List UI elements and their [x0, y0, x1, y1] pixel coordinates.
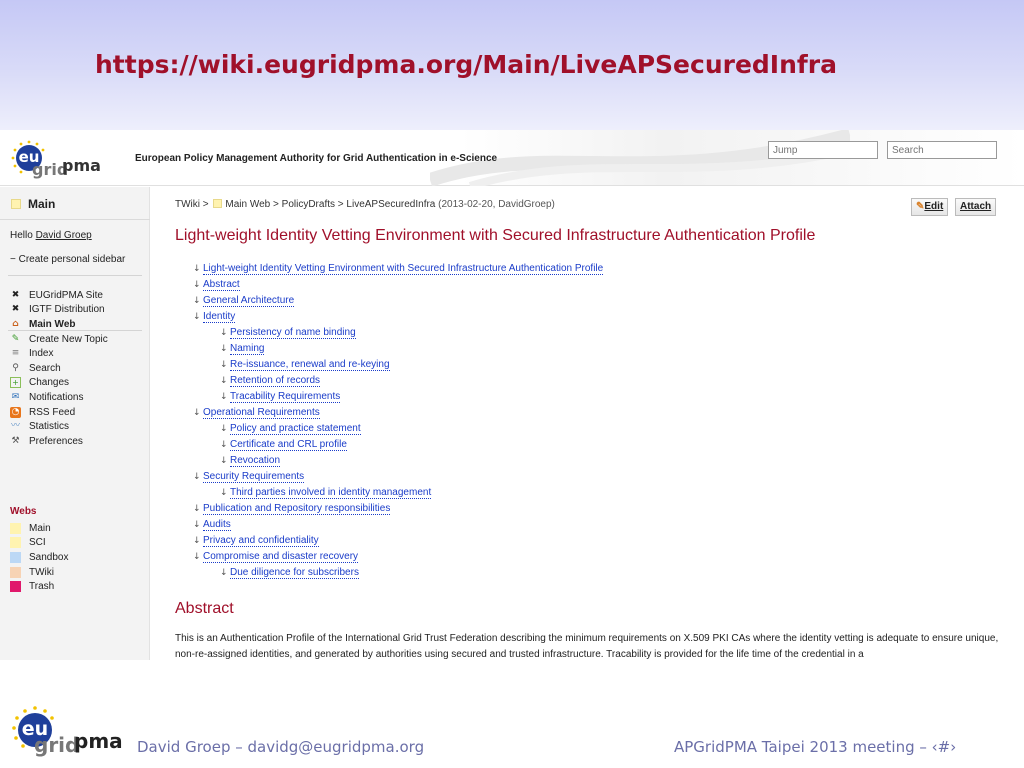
breadcrumb-separator: > [273, 199, 279, 210]
toc-link[interactable]: General Architecture [203, 295, 295, 306]
arrow-down-icon: ↓ [220, 360, 228, 370]
toc-link[interactable]: Audits [203, 519, 231, 530]
arrow-down-icon: ↓ [220, 488, 228, 498]
sidebar-item-label: Notifications [29, 391, 84, 403]
toc-item[interactable] [193, 405, 603, 421]
slide-title: https://wiki.eugridpma.org/Main/LiveAPSecuredInfra [95, 50, 837, 79]
edit-icon: ✎ [916, 201, 925, 212]
abstract-heading: Abstract [175, 600, 234, 617]
hello-prefix: Hello [10, 230, 36, 241]
toc-item[interactable] [193, 453, 603, 469]
toc-item[interactable] [193, 485, 603, 501]
web-color-swatch [10, 523, 21, 534]
breadcrumb-separator: > [202, 199, 209, 210]
create-sidebar-label: Create personal sidebar [18, 254, 126, 265]
toc-link[interactable]: Policy and practice statement [230, 423, 361, 434]
sidebar-item-main-web[interactable] [10, 317, 108, 332]
sidebar-item-label: Preferences [29, 435, 83, 447]
toc-link[interactable]: Identity [203, 311, 236, 322]
sidebar-item-label: RSS Feed [29, 406, 76, 418]
web-color-swatch [10, 537, 21, 548]
sidebar-item-search[interactable] [10, 361, 108, 376]
toc-item[interactable] [193, 517, 603, 533]
rss-icon: ◔ [11, 406, 20, 417]
logo-eu: eu [18, 713, 52, 747]
footer-meeting: APGridPMA Taipei 2013 meeting – ‹#› [674, 738, 957, 756]
arrow-down-icon: ↓ [220, 344, 228, 354]
toc-item[interactable] [193, 533, 603, 549]
eugridpma-logo[interactable] [10, 140, 105, 180]
wiki-screenshot [0, 130, 1024, 660]
arrow-down-icon: ↓ [220, 328, 228, 338]
attach-button[interactable]: Attach [955, 198, 996, 216]
logo-pma: pma [74, 729, 123, 753]
toc-link[interactable]: Compromise and disaster recovery [203, 551, 359, 562]
sidebar-webs [10, 521, 68, 594]
toc-link[interactable]: Revocation [230, 455, 281, 466]
user-link[interactable]: David Groep [35, 230, 92, 241]
toc-link[interactable]: Light-weight Identity Vetting Environment with Secured Infrastructure Authentication Profile [203, 263, 604, 274]
toc-link[interactable]: Certificate and CRL profile [230, 439, 347, 450]
toc-item[interactable] [193, 309, 603, 325]
arrow-down-icon: ↓ [220, 392, 228, 402]
sidebar-item-label: IGTF Distribution [29, 304, 105, 316]
toc-item[interactable] [193, 549, 603, 565]
web-color-swatch [213, 199, 222, 208]
create-personal-sidebar[interactable] [10, 254, 125, 265]
arrow-down-icon: ↓ [193, 408, 201, 418]
toc-item[interactable] [193, 389, 603, 405]
toc-link[interactable]: Due diligence for subscribers [230, 567, 359, 578]
toc-link[interactable]: Security Requirements [203, 471, 305, 482]
wiki-sidebar [0, 187, 150, 660]
breadcrumb [175, 199, 555, 210]
toc-item[interactable] [193, 565, 603, 581]
sidebar-item-label: Sandbox [29, 551, 69, 563]
wiki-main-content [175, 187, 1005, 660]
minus-icon: − [10, 254, 19, 265]
breadcrumb-separator: > [337, 199, 344, 210]
home-icon: ⌂ [12, 318, 19, 329]
sidebar-item-preferences[interactable] [10, 434, 108, 449]
sidebar-web-twiki[interactable] [10, 565, 68, 580]
web-color-swatch [10, 581, 21, 592]
toc-link[interactable]: Persistency of name binding [230, 327, 356, 338]
sidebar-item-eugridpma-site[interactable] [10, 288, 108, 303]
breadcrumb-twiki[interactable]: TWiki [175, 199, 200, 210]
toc-item[interactable] [193, 293, 603, 309]
sidebar-divider [8, 275, 142, 276]
toc-item[interactable] [193, 277, 603, 293]
toc-link[interactable]: Third parties involved in identity management [230, 487, 432, 498]
sidebar-item-label: Create New Topic [29, 333, 108, 345]
footer-eugridpma-logo [8, 705, 128, 761]
sidebar-item-label: Statistics [29, 421, 70, 433]
sidebar-tools [10, 288, 108, 449]
table-of-contents [193, 261, 603, 581]
search-input[interactable] [887, 141, 997, 159]
sidebar-item-rss-feed[interactable] [10, 405, 108, 420]
site-tagline: European Policy Management Authority for Grid Authentication in e-Science [135, 153, 498, 164]
jump-input[interactable] [768, 141, 878, 159]
sidebar-item-igtf-distribution[interactable] [10, 303, 108, 318]
slide-header [0, 0, 1024, 130]
arrow-down-icon: ↓ [193, 552, 201, 562]
igtf-icon: ✖ [11, 304, 20, 315]
toc-item[interactable] [193, 341, 603, 357]
toc-item[interactable] [193, 437, 603, 453]
sidebar-item-label: Changes [29, 377, 70, 389]
arrow-down-icon: ↓ [193, 312, 201, 322]
sidebar-web-sci[interactable] [10, 536, 68, 551]
sidebar-web-trash[interactable] [10, 579, 68, 594]
logo-grid: grid [32, 160, 69, 179]
toc-item[interactable] [193, 421, 603, 437]
toc-item[interactable] [193, 261, 603, 277]
hello-user [10, 230, 92, 241]
toc-item[interactable] [193, 373, 603, 389]
logo-pma: pma [62, 156, 101, 175]
webs-title: Webs [10, 506, 37, 517]
arrow-down-icon: ↓ [193, 264, 201, 274]
web-color-swatch [10, 567, 21, 578]
breadcrumb-revision: (2013-02-20, DavidGroep) [438, 199, 555, 210]
arrow-down-icon: ↓ [193, 520, 201, 530]
statistics-icon: 〰 [10, 421, 20, 432]
arrow-down-icon: ↓ [193, 296, 201, 306]
sidebar-item-label: EUGridPMA Site [29, 289, 103, 301]
toc-item[interactable] [193, 357, 603, 373]
sidebar-item-index[interactable] [10, 346, 108, 361]
arrow-down-icon: ↓ [220, 440, 228, 450]
abstract-paragraph: This is an Authentication Profile of the International Grid Trust Federation describing the minimum requirements on X.509 PKI CAs where the identity vetting is adequate to ensure unique, non-re-assigned identities, and generated by authorities using secured and trusted infrastructure. Tracability is provided for the life time of the credential in a [175, 633, 999, 660]
breadcrumb-main-web[interactable]: Main Web [225, 199, 271, 210]
arrow-down-icon: ↓ [193, 472, 201, 482]
sidebar-item-label: Index [29, 348, 54, 360]
notifications-icon: ✉ [11, 391, 20, 402]
logo-grid: grid [34, 733, 80, 757]
toc-item[interactable] [193, 501, 603, 517]
sidebar-item-statistics[interactable] [10, 419, 108, 434]
toc-item[interactable] [193, 469, 603, 485]
arrow-down-icon: ↓ [193, 280, 201, 290]
edit-label: Edit [924, 201, 944, 212]
sidebar-web-sandbox[interactable] [10, 550, 68, 565]
arrow-down-icon: ↓ [220, 376, 228, 386]
toc-link[interactable]: Operational Requirements [203, 407, 320, 418]
breadcrumb-policydrafts[interactable]: PolicyDrafts [281, 199, 336, 210]
sidebar-web-main[interactable] [10, 521, 68, 536]
search-icon: ⚲ [12, 362, 19, 373]
web-color-swatch [10, 552, 21, 563]
sidebar-item-changes[interactable] [10, 376, 108, 391]
page-title: Light-weight Identity Vetting Environment with Secured Infrastructure Authentication Profile [175, 227, 816, 244]
sidebar-web-name: Main [28, 197, 56, 211]
sidebar-item-label: Trash [29, 581, 55, 593]
toc-link[interactable]: Abstract [203, 279, 240, 290]
breadcrumb-topic: LiveAPSecuredInfra [346, 199, 436, 210]
eugridpma-icon: ✖ [11, 289, 20, 300]
sidebar-item-create-new-topic[interactable] [10, 332, 108, 347]
toc-link[interactable]: Re-issuance, renewal and re-keying [230, 359, 390, 370]
index-icon: ≡ [11, 348, 20, 359]
toc-link[interactable]: Publication and Repository responsibilities [203, 503, 391, 514]
footer-author: David Groep – davidg@eugridpma.org [137, 738, 425, 756]
sidebar-item-label: Main [29, 522, 51, 534]
sidebar-item-label: Search [29, 362, 61, 374]
new-topic-icon: ✎ [11, 333, 20, 344]
edit-button[interactable] [911, 198, 948, 216]
toc-link[interactable]: Naming [230, 343, 265, 354]
toc-item[interactable] [193, 325, 603, 341]
sidebar-current-web[interactable] [0, 187, 150, 220]
arrow-down-icon: ↓ [220, 424, 228, 434]
sidebar-item-label: Main Web [29, 318, 76, 330]
changes-icon: + [10, 377, 21, 388]
sidebar-item-notifications[interactable] [10, 390, 108, 405]
arrow-down-icon: ↓ [193, 504, 201, 514]
arrow-down-icon: ↓ [220, 568, 228, 578]
preferences-icon: ⚒ [11, 435, 20, 446]
wiki-topbar [0, 130, 1024, 186]
toc-link[interactable]: Tracability Requirements [230, 391, 341, 402]
web-color-swatch [11, 199, 21, 209]
arrow-down-icon: ↓ [220, 456, 228, 466]
logo-eu: eu [16, 145, 42, 171]
sidebar-item-label: SCI [29, 537, 46, 549]
toc-link[interactable]: Privacy and confidentiality [203, 535, 319, 546]
arrow-down-icon: ↓ [193, 536, 201, 546]
sidebar-item-label: TWiki [29, 566, 54, 578]
toc-link[interactable]: Retention of records [230, 375, 321, 386]
